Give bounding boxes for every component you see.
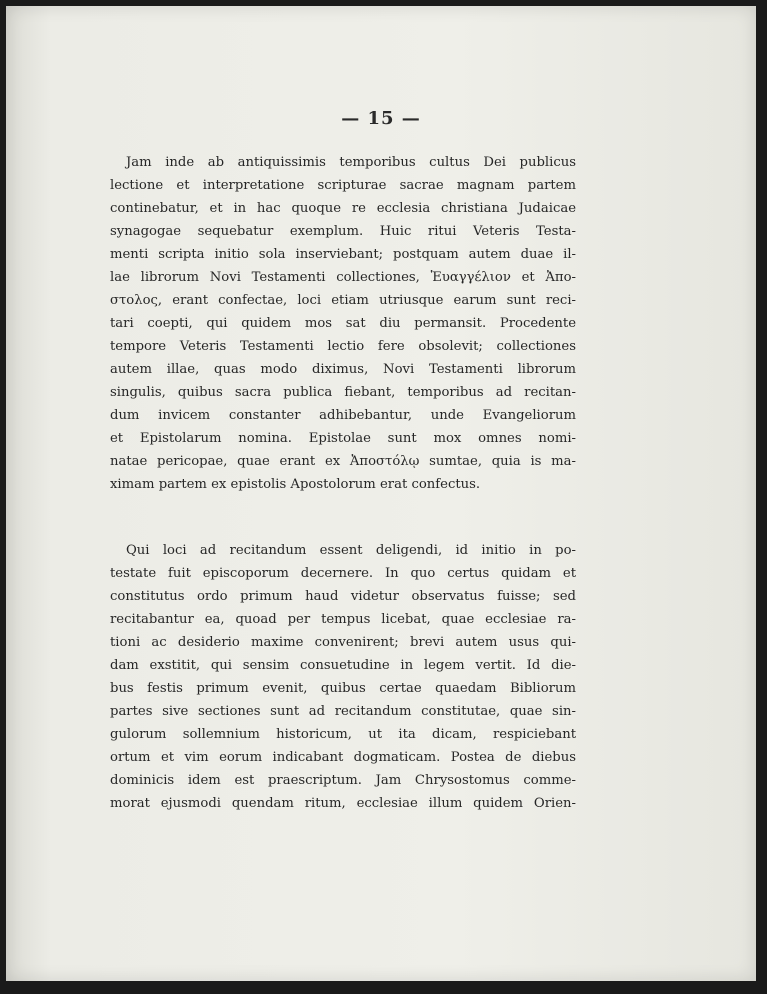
scanned-page [6, 6, 756, 981]
paragraph-1 [110, 151, 576, 496]
text-line: constitutus ordo primum haud videtur observatus fuisse; sed [110, 589, 576, 604]
page-number: — 15 — [341, 108, 421, 129]
text-line: morat ejusmodi quendam ritum, ecclesiae illum quidem Orien- [110, 796, 576, 811]
text-line: testate fuit episcoporum decernere. In quo certus quidam et [110, 566, 576, 581]
text-line: Jam inde ab antiquissimis temporibus cultus Dei publicus [126, 155, 576, 170]
text-line: Qui loci ad recitandum essent deligendi, id initio in po- [126, 543, 576, 558]
text-line: στολος, erant confectae, loci etiam utriusque earum sunt reci- [110, 293, 576, 308]
text-line: lae librorum Novi Testamenti collectiones, Ἐυαγγέλιον et Ἀπο- [110, 270, 576, 285]
text-line: ximam partem ex epistolis Apostolorum erat confectus. [110, 477, 481, 492]
text-line: dam exstitit, qui sensim consuetudine in legem vertit. Id die- [110, 658, 576, 673]
text-line: synagogae sequebatur exemplum. Huic ritui Veteris Testa- [110, 224, 576, 239]
text-line: autem illae, quas modo diximus, Novi Testamenti librorum [110, 362, 576, 377]
text-line: menti scripta initio sola inserviebant; postquam autem duae il- [110, 247, 576, 262]
text-line: dum invicem constanter adhibebantur, unde Evangeliorum [110, 408, 576, 423]
text-line: bus festis primum evenit, quibus certae quaedam Bibliorum [110, 681, 576, 696]
text-line: natae pericopae, quae erant ex Ἀποστόλῳ sumtae, quia is ma- [110, 454, 576, 469]
text-line: continebatur, et in hac quoque re ecclesia christiana Judaicae [110, 201, 576, 216]
text-line: et Epistolarum nomina. Epistolae sunt mox omnes nomi- [110, 431, 576, 446]
paragraph-2 [110, 539, 576, 815]
text-line: lectione et interpretatione scripturae sacrae magnam partem [110, 178, 576, 193]
text-line: dominicis idem est praescriptum. Jam Chrysostomus comme- [110, 773, 576, 788]
text-line: ortum et vim eorum indicabant dogmaticam. Postea de diebus [110, 750, 576, 765]
text-line: gulorum sollemnium historicum, ut ita dicam, respiciebant [110, 727, 576, 742]
text-line: tioni ac desiderio maxime convenirent; brevi autem usus qui- [110, 635, 576, 650]
text-line: tempore Veteris Testamenti lectio fere obsolevit; collectiones [110, 339, 576, 354]
text-line: recitabantur ea, quoad per tempus licebat, quae ecclesiae ra- [110, 612, 576, 627]
text-line: singulis, quibus sacra publica fiebant, temporibus ad recitan- [110, 385, 576, 400]
text-line: tari coepti, qui quidem mos sat diu permansit. Procedente [110, 316, 576, 331]
text-line: partes sive sectiones sunt ad recitandum constitutae, quae sin- [110, 704, 576, 719]
